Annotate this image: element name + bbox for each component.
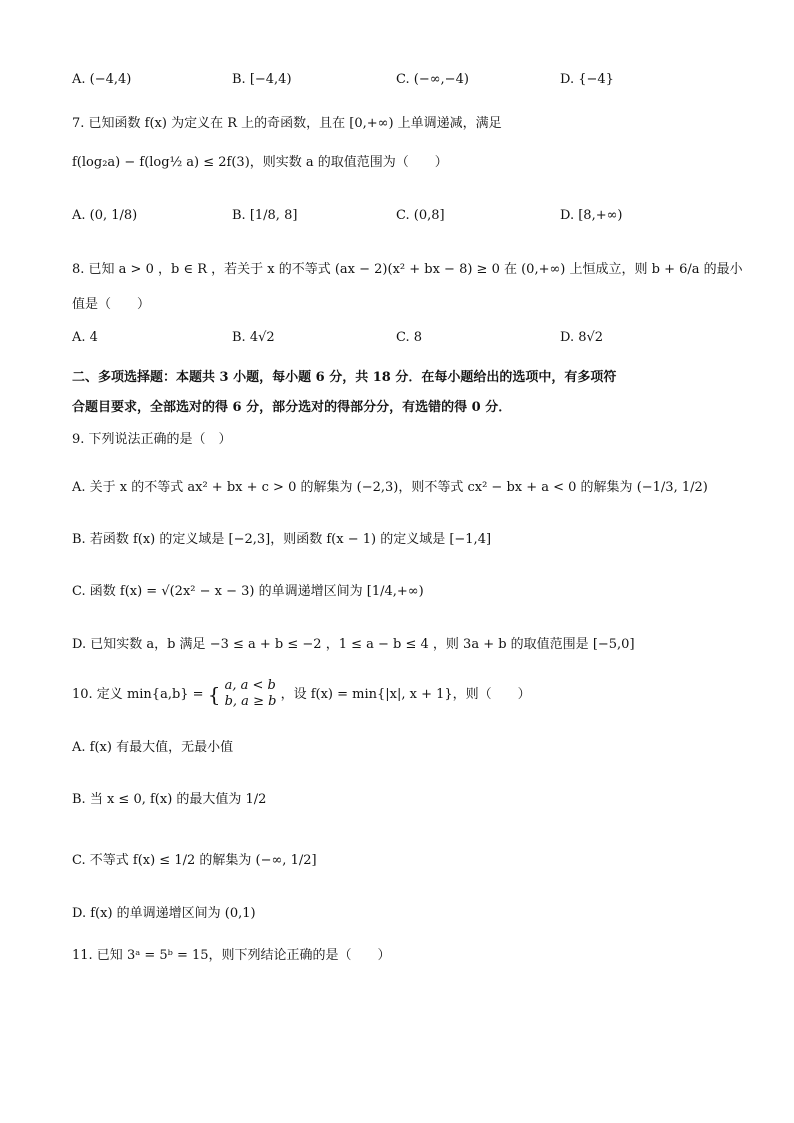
- q7-stem-tail: ，则实数 a 的取值范围为（ ）: [249, 155, 448, 170]
- q10-option-a: A. f(x) 有最大值，无最小值: [72, 740, 234, 755]
- q6-option-d: D. {−4}: [560, 72, 614, 87]
- q6-option-c: C. (−∞,−4): [396, 72, 469, 87]
- q10-cases: [225, 678, 277, 711]
- q8-stem: 8. 已知 a > 0 ，b ∈ R ，若关于 x 的不等式 (ax − 2)(x² + bx − 8) ≥ 0 在 (0,+∞) 上恒成立，则 b + 6/a 的最小: [72, 262, 743, 277]
- q6-option-a: A. (−4,4): [72, 72, 132, 87]
- q7-option-b: B. [1/8, 8]: [232, 208, 298, 223]
- q7-condition: f(log₂a) − f(log½ a) ≤ 2f(3): [72, 155, 250, 170]
- q10-option-b: B. 当 x ≤ 0, f(x) 的最大值为 1/2: [72, 792, 267, 807]
- q11-stem: 11. 已知 3ᵃ = 5ᵇ = 15，则下列结论正确的是（ ）: [72, 948, 391, 963]
- q8-option-d: D. 8√2: [560, 330, 604, 345]
- q10-stem: [72, 678, 531, 711]
- section2-heading-line1: 二、多项选择题：本题共 3 小题，每小题 6 分，共 18 分．在每小题给出的选项中，有多项符: [72, 370, 617, 385]
- q10-stem-post: ，设 f(x) = min{|x|, x + 1}，则（ ）: [280, 686, 531, 702]
- q7-option-d: D. [8,+∞): [560, 208, 623, 223]
- q8-option-c: C. 8: [396, 330, 423, 345]
- q10-case-1: a, a < b: [224, 678, 276, 693]
- q7-condition-line: [72, 155, 448, 171]
- q9-option-d: D. 已知实数 a，b 满足 −3 ≤ a + b ≤ −2 ，1 ≤ a − b ≤ 4 ，则 3a + b 的取值范围是 [−5,0]: [72, 637, 635, 652]
- q9-stem: 9. 下列说法正确的是（ ）: [72, 432, 232, 447]
- q9-option-c: C. 函数 f(x) = √(2x² − x − 3) 的单调递增区间为 [1/4,+∞): [72, 584, 424, 599]
- q10-case-2: b, a ≥ b: [224, 694, 277, 710]
- q8-stem-2: 值是（ ）: [72, 297, 151, 312]
- q8-option-b: B. 4√2: [232, 330, 275, 345]
- q10-stem-pre: 10. 定义 min{a,b} =: [72, 686, 204, 702]
- q7-option-a: A. (0, 1/8): [72, 208, 138, 223]
- q10-brace: {: [207, 682, 221, 707]
- q10-option-d: D. f(x) 的单调递增区间为 (0,1): [72, 906, 256, 921]
- q9-option-b: B. 若函数 f(x) 的定义域是 [−2,3]，则函数 f(x − 1) 的定义域是 [−1,4]: [72, 532, 492, 547]
- q10-option-c: C. 不等式 f(x) ≤ 1/2 的解集为 (−∞, 1/2]: [72, 853, 317, 868]
- q7-option-c: C. (0,8]: [396, 208, 445, 223]
- q6-option-b: B. [−4,4): [232, 72, 292, 87]
- section2-heading-line2: 合题目要求，全部选对的得 6 分，部分选对的得部分分，有选错的得 0 分．: [72, 400, 512, 415]
- q7-stem: 7. 已知函数 f(x) 为定义在 R 上的奇函数，且在 [0,+∞) 上单调递减，满足: [72, 116, 502, 131]
- q9-option-a: A. 关于 x 的不等式 ax² + bx + c > 0 的解集为 (−2,3)，则不等式 cx² − bx + a < 0 的解集为 (−1/3, 1/2): [72, 480, 708, 495]
- q8-option-a: A. 4: [72, 330, 98, 345]
